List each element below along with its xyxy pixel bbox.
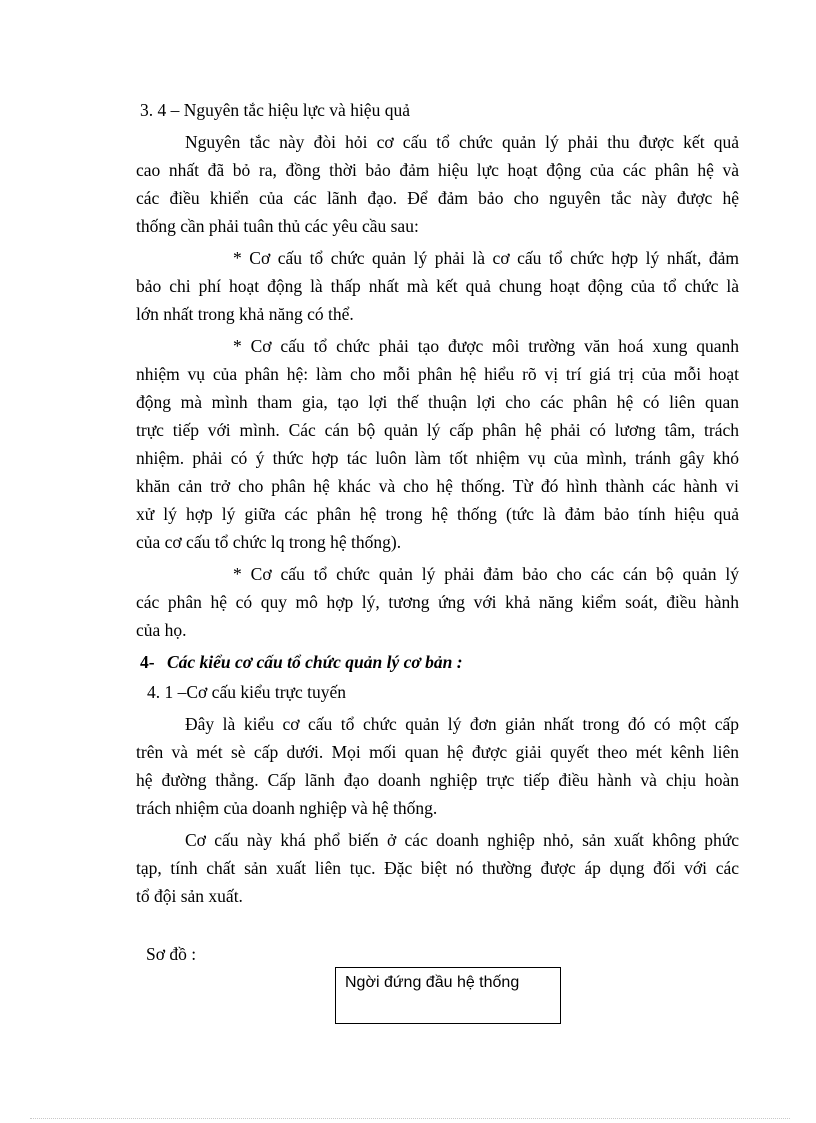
bullet-line: * Cơ cấu tổ chức phải tạo được môi trường văn hoá xung quanh <box>233 336 739 356</box>
bullet-line: bảo chi phí hoạt động là thấp nhất mà kết quả chung hoạt động của tổ chức là <box>136 276 739 296</box>
paragraph-line: Nguyên tắc này đòi hỏi cơ cấu tổ chức quản lý phải thu được kết quả <box>185 132 739 152</box>
paragraph-line: Đây là kiểu cơ cấu tổ chức quản lý đơn giản nhất trong đó có một cấp <box>185 714 739 734</box>
section-4-title: Các kiểu cơ cấu tổ chức quản lý cơ bản : <box>166 652 463 672</box>
bullet-line: lớn nhất trong khả năng có thể. <box>136 304 354 324</box>
section-4-heading <box>140 648 743 676</box>
bullet-line: nhiệm. phải có ý thức hợp tác luôn làm tốt nhiệm vụ của mình, tránh gây khó <box>136 448 739 468</box>
diagram-label: Sơ đồ : <box>146 944 197 964</box>
org-chart-top-box-label: Ngời đứng đầu hệ thống <box>345 974 520 991</box>
bullet-line: trực tiếp với mình. Các cán bộ quản lý cấp phân hệ phải có lương tâm, trách <box>136 420 739 440</box>
section-4-number: 4- <box>140 652 155 672</box>
section-4-1-heading: 4. 1 –Cơ cấu kiểu trực tuyến <box>147 682 347 702</box>
bullet-line: khăn cản trở cho phân hệ khác và cho hệ thống. Từ đó hình thành các hành vi <box>136 476 739 496</box>
paragraph-line: hệ đường thẳng. Cấp lãnh đạo doanh nghiệp trực tiếp điều hành và chịu hoàn <box>136 770 739 790</box>
bullet-line: * Cơ cấu tổ chức quản lý phải đảm bảo cho các cán bộ quản lý <box>233 564 739 584</box>
org-chart-top-box <box>335 967 561 1024</box>
paragraph-line: tạp, tính chất sản xuất liên tục. Đặc biệt nó thường được áp dụng đối với các <box>136 858 739 878</box>
section-3-4-heading: 3. 4 – Nguyên tắc hiệu lực và hiệu quả <box>140 100 410 120</box>
bullet-line: xử lý hợp lý giữa các phân hệ trong hệ thống (tức là đảm bảo tính hiệu quả <box>136 504 739 524</box>
bullet-line: * Cơ cấu tổ chức quản lý phải là cơ cấu tổ chức hợp lý nhất, đảm <box>233 248 739 268</box>
paragraph-line: cao nhất đã bỏ ra, đồng thời bảo đảm hiệu lực hoạt động của các phân hệ và <box>136 160 739 180</box>
paragraph-line: tổ đội sản xuất. <box>136 886 243 906</box>
paragraph-line: các điều khiển của các lãnh đạo. Để đảm bảo cho nguyên tắc này được hệ <box>136 188 739 208</box>
paragraph-line: Cơ cấu này khá phổ biến ở các doanh nghiệp nhỏ, sản xuất không phức <box>185 830 739 850</box>
bullet-line: nhiệm vụ của phân hệ: làm cho mỗi phân hệ hiểu rõ vị trí giá trị của mỗi hoạt <box>136 364 739 384</box>
bullet-line: các phân hệ có quy mô hợp lý, tương ứng với khả năng kiểm soát, điều hành <box>136 592 739 612</box>
paragraph-line: thống cần phải tuân thủ các yêu cầu sau: <box>136 216 419 236</box>
paragraph-line: trách nhiệm của doanh nghiệp và hệ thống. <box>136 798 438 818</box>
bullet-line: của họ. <box>136 620 187 640</box>
bullet-line: động mà mình tham gia, tạo lợi thế thuận lợi cho các phân hệ có liên quan <box>136 392 739 412</box>
paragraph-line: trên và mét sè cấp dưới. Mọi mối quan hệ được giải quyết theo mét kênh liên <box>136 742 739 762</box>
page-bottom-divider <box>30 1118 790 1119</box>
bullet-line: của cơ cấu tổ chức lq trong hệ thống). <box>136 532 402 552</box>
